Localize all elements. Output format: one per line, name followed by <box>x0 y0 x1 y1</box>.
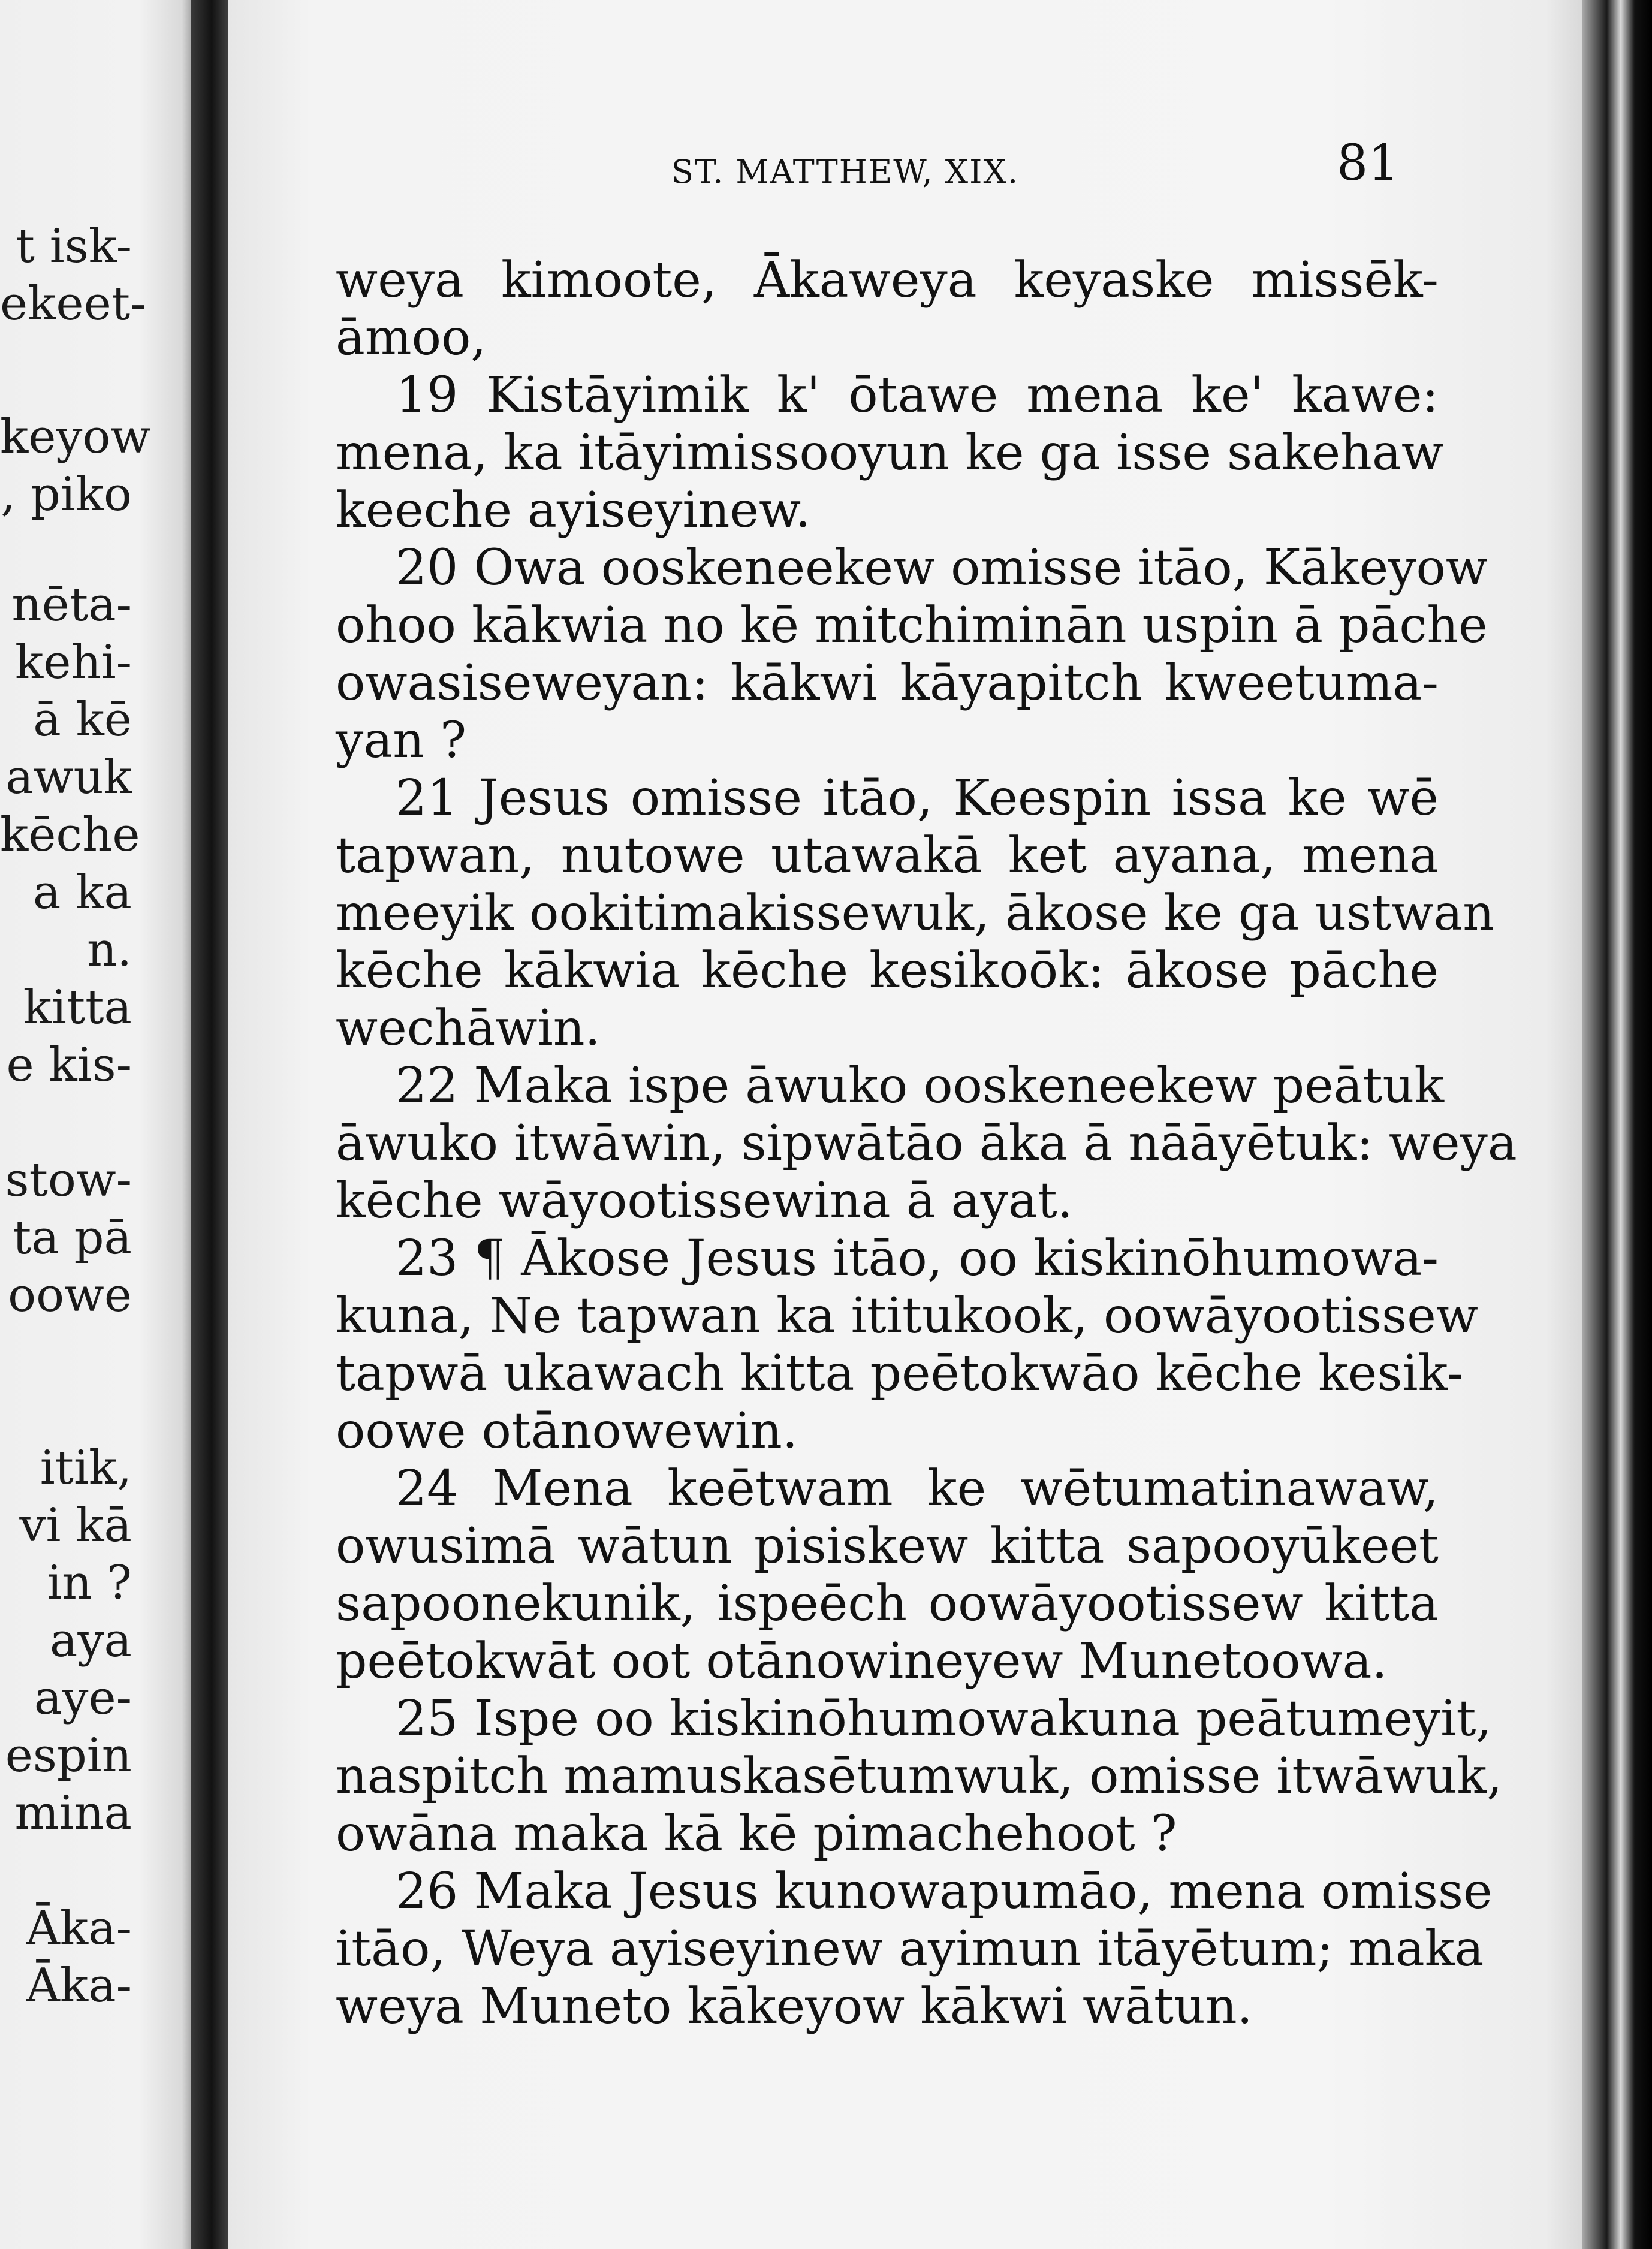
book-gutter <box>191 0 233 2249</box>
text-line: yan ? <box>336 712 467 769</box>
verse-21-line: 21 Jesus omisse itāo, Keespin issa ke wē <box>396 770 1439 827</box>
text-line: naspitch mamuskasētumwuk, omisse itwāwuk, <box>336 1748 1503 1805</box>
left-page-line: nēta- <box>11 578 132 632</box>
left-page-line: Āka- <box>26 1901 132 1955</box>
left-page-line: aye- <box>34 1671 132 1725</box>
page-number: 81 <box>1337 135 1400 192</box>
left-page-line: n. <box>86 923 132 977</box>
left-page-line: kitta <box>23 981 132 1035</box>
text-line: keeche ayiseyinew. <box>336 482 811 539</box>
left-page-line: stow- <box>5 1153 132 1207</box>
verse-26-line: 26 Maka Jesus kunowapumāo, mena omisse <box>396 1863 1493 1920</box>
text-line: āwuko itwāwin, sipwātāo āka ā nāāyētuk: weya <box>336 1115 1517 1172</box>
verse-23-line: 23 ¶ Ākose Jesus itāo, oo kiskinōhumowa- <box>396 1230 1439 1287</box>
left-page-line: ta pā <box>12 1211 132 1265</box>
text-line: oowe otānowewin. <box>336 1403 798 1460</box>
text-line: tapwā ukawach kitta peētokwāo kēche kesik- <box>336 1345 1464 1402</box>
text-line: meeyik ookitimakissewuk, ākose ke ga ustwan <box>336 885 1495 942</box>
text-line: tapwan, nutowe utawakā ket ayana, mena <box>336 827 1439 884</box>
left-page-line: a ka <box>32 866 132 920</box>
left-page-line: kehi- <box>15 635 132 689</box>
facing-page-left <box>0 0 198 2249</box>
text-line: owāna maka kā kē pimachehoot ? <box>336 1805 1177 1862</box>
left-page-line: mina <box>14 1786 132 1840</box>
text-line: ohoo kākwia no kē mitchiminān uspin ā pāche <box>336 597 1488 654</box>
text-line: itāo, Weya ayiseyinew ayimun itāyētum; maka <box>336 1921 1484 1977</box>
left-page-line: vi kā <box>19 1499 132 1552</box>
left-page-line: oowe <box>8 1268 132 1322</box>
left-page-line: ā kē <box>33 693 132 747</box>
left-page-line: , piko <box>1 468 132 521</box>
text-line: owasiseweyan: kākwi kāyapitch kweetuma- <box>336 655 1439 712</box>
text-line: peētokwāt oot otānowineyew Munetoowa. <box>336 1633 1388 1690</box>
text-line: kēche wāyootissewina ā ayat. <box>336 1172 1073 1229</box>
left-page-line: e kis- <box>6 1038 132 1092</box>
left-page-line: t isk- <box>16 219 132 273</box>
page-edge-right <box>1582 0 1652 2249</box>
left-page-line: awuk <box>5 750 132 804</box>
text-line: kuna, Ne tapwan ka ititukook, oowāyootissew <box>336 1288 1478 1344</box>
verse-24-line: 24 Mena keētwam ke wētumatinawaw, <box>396 1460 1439 1517</box>
left-page-line: itik, <box>40 1441 132 1495</box>
verse-20-line: 20 Owa ooskeneekew omisse itāo, Kākeyow <box>396 539 1488 596</box>
text-line: weya Muneto kākeyow kākwi wātun. <box>336 1978 1253 2035</box>
left-page-line: ekeet- <box>0 277 146 331</box>
running-head: ST. MATTHEW, XIX. <box>671 153 1020 191</box>
text-line: wechāwin. <box>336 1000 601 1057</box>
text-line: weya kimoote, Ākaweya keyaske missēk- <box>336 252 1439 309</box>
left-page-line: keyow <box>0 410 151 464</box>
text-line: sapoonekunik, ispeēch oowāyootissew kitta <box>336 1575 1439 1632</box>
left-page-line: aya <box>49 1614 132 1668</box>
verse-19-line: 19 Kistāyimik k' ōtawe mena ke' kawe: <box>396 367 1439 424</box>
left-page-line: Āka- <box>26 1959 132 2013</box>
verse-text-block <box>336 252 1517 2036</box>
left-page-line: in ? <box>47 1556 132 1610</box>
left-page-line: espin <box>5 1729 132 1783</box>
text-line: kēche kākwia kēche kesikoōk: ākose pāche <box>336 942 1439 999</box>
text-line: owusimā wātun pisiskew kitta sapooyūkeet <box>336 1518 1439 1575</box>
text-line: āmoo, <box>336 309 487 366</box>
verse-25-line: 25 Ispe oo kiskinōhumowakuna peātumeyit, <box>396 1690 1492 1747</box>
left-page-line: kēche <box>0 808 140 862</box>
verse-22-line: 22 Maka ispe āwuko ooskeneekew peātuk <box>396 1057 1445 1114</box>
text-line: mena, ka itāyimissooyun ke ga isse sakehaw <box>336 424 1444 481</box>
